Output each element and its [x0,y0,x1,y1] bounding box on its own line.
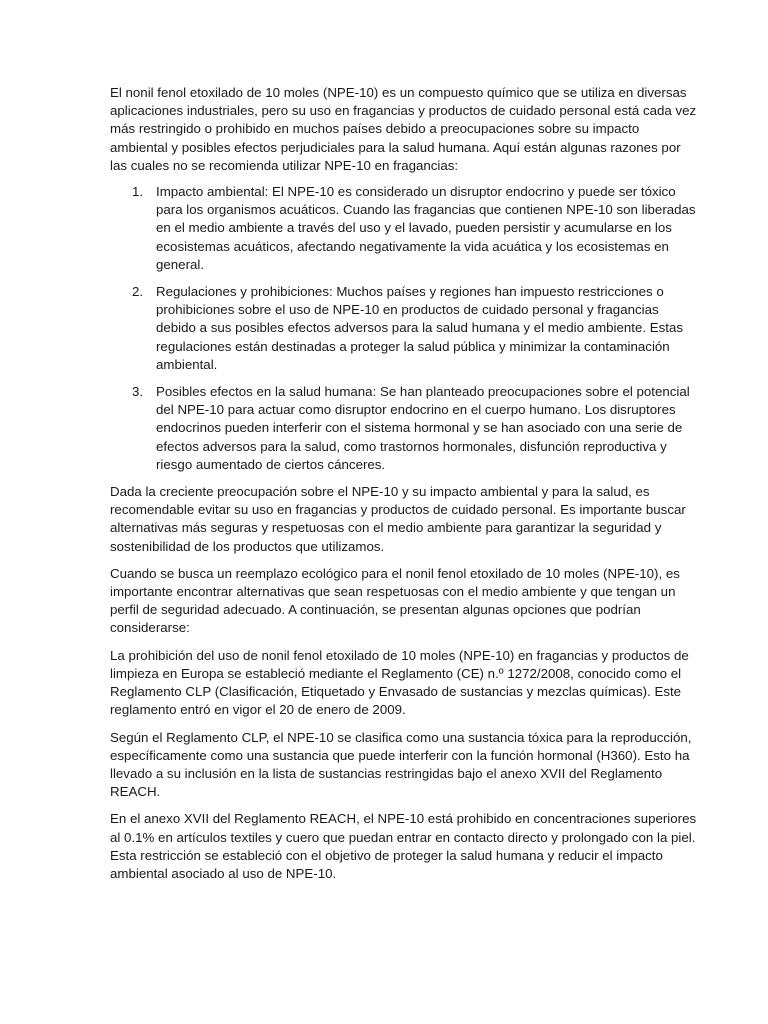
list-item [110,183,700,274]
paragraph-alternatives: Cuando se busca un reemplazo ecológico para el nonil fenol etoxilado de 10 moles (NPE-10), es importante encontrar alternativas que sean respetuosas con el medio ambiente y que tengan un perfil de seguridad adecuado. A continuación, se presentan algunas opciones que podrían considerarse: [110,565,680,636]
list-item-text: Posibles efectos en la salud humana: Se han planteado preocupaciones sobre el potencial del NPE-10 para actuar como disruptor endocrino en el cuerpo humano. Los disruptores endocrinos pueden interferir con el sistema hormonal y se han asociado con una serie de efectos adversos para la salud, como trastornos hormonales, disfunción reproductiva y riesgo aumentado de ciertos cánceres. [156,384,690,472]
list-item [110,283,700,374]
document-body [110,84,700,892]
paragraph-recommendation: Dada la creciente preocupación sobre el NPE-10 y su impacto ambiental y para la salud, es recomendable evitar su uso en fragancias y productos de cuidado personal. Es importante buscar alternativas más seguras y respetuosas con el medio ambiente para garantizar la seguridad y sostenibilidad de los productos que utilizamos. [110,484,686,554]
list-item-number: 1. [132,184,144,200]
list-item-text: Regulaciones y prohibiciones: Muchos países y regiones han impuesto restricciones o prohibiciones sobre el uso de NPE-10 en productos de cuidado personal y fragancias debido a sus posibles efectos adversos para la salud humana y el medio ambiente. Estas regulaciones están destinadas a proteger la salud pública y minimizar la contaminación ambiental. [156,284,684,372]
list-item-number: 3. [132,384,144,400]
paragraph-reach-annex: En el anexo XVII del Reglamento REACH, el NPE-10 está prohibido en concentraciones superiores al 0.1% en artículos textiles y cuero que puedan entrar en contacto directo y prolongado con la piel. Esta restricción se estableció con el objetivo de proteger la salud humana y reducir el impacto ambiental asociado al uso de NPE-10. [110,811,697,881]
reasons-list [110,183,700,474]
list-item-number: 2. [132,284,144,300]
list-item-text: Impacto ambiental: El NPE-10 es considerado un disruptor endocrino y puede ser tóxico para los organismos acuáticos. Cuando las fragancias que contienen NPE-10 son liberadas en el medio ambiente a través del uso y el lavado, pueden persistir y acumularse en los ecosistemas acuáticos, afectando negativamente la vida acuática y los ecosistemas en general. [156,184,696,272]
intro-paragraph: El nonil fenol etoxilado de 10 moles (NPE-10) es un compuesto químico que se utiliza en diversas aplicaciones industriales, pero su uso en fragancias y productos de cuidado personal está cada vez más restringido o prohibido en muchos países debido a preocupaciones sobre su impacto ambiental y posibles efectos perjudiciales para la salud humana. Aquí están algunas razones por las cuales no se recomienda utilizar NPE-10 en fragancias: [110,85,697,173]
paragraph-clp-prohibition: La prohibición del uso de nonil fenol etoxilado de 10 moles (NPE-10) en fragancias y productos de limpieza en Europa se estableció mediante el Reglamento (CE) n.º 1272/2008, conocido como el Reglamento CLP (Clasificación, Etiquetado y Envasado de sustancias y mezclas químicas). Este reglamento entró en vigor el 20 de enero de 2009. [110,647,689,718]
paragraph-clp-classification: Según el Reglamento CLP, el NPE-10 se clasifica como una sustancia tóxica para la reproducción, específicamente como una sustancia que puede interferir con la función hormonal (H360). Esto ha llevado a su inclusión en la lista de sustancias restringidas bajo el anexo XVII del Reglamento REACH. [110,729,692,800]
list-item [110,383,700,474]
